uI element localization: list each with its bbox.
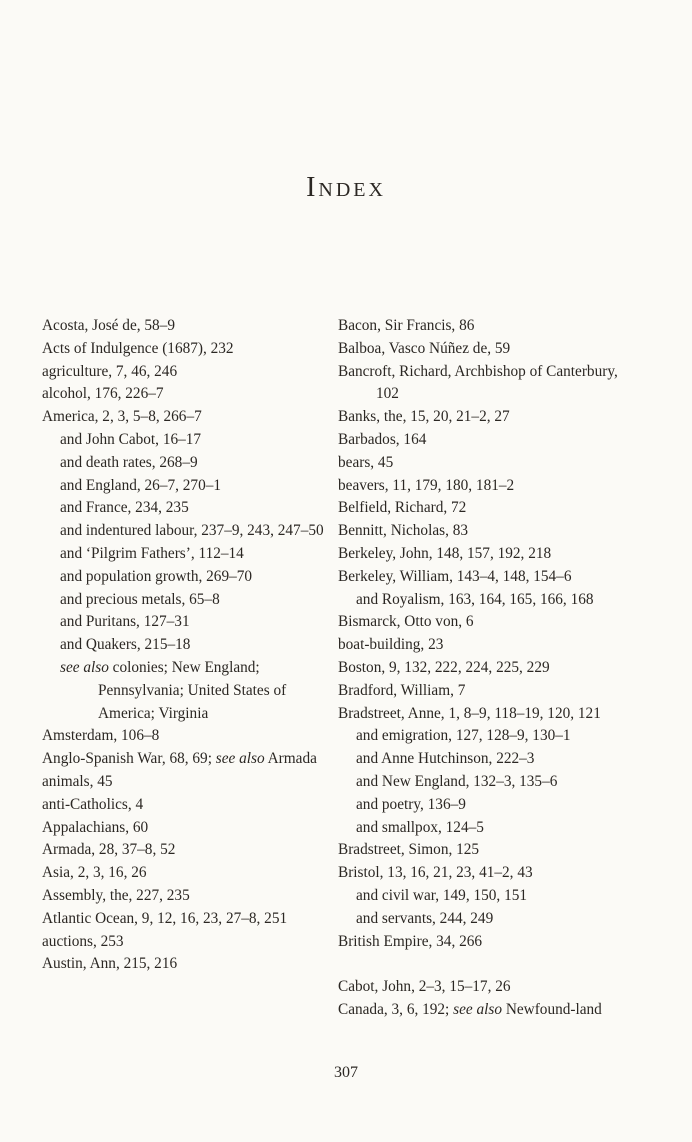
index-entry: [338, 429, 638, 452]
index-subentry: [42, 543, 324, 566]
entry-text: Acosta, José de, 58–9: [42, 317, 175, 334]
entry-text-after: Newfound-land: [502, 1000, 602, 1018]
entry-text: Asia, 2, 3, 16, 26: [42, 864, 147, 882]
index-entry: [42, 725, 324, 748]
index-entry: [338, 611, 638, 634]
entry-text: Berkeley, William, 143–4, 148, 154–6: [338, 567, 572, 585]
index-entry: [338, 361, 638, 407]
index-entry: [338, 315, 638, 338]
entry-text: Acts of Indulgence (1687), 232: [42, 339, 234, 357]
index-entry: [338, 999, 638, 1022]
index-subentry: [338, 817, 638, 840]
index-entry: [42, 406, 324, 429]
entry-text: and death rates, 268–9: [60, 453, 198, 471]
index-subentry: [42, 657, 324, 725]
entry-text: and poetry, 136–9: [356, 795, 466, 813]
see-also-label: see also: [453, 1000, 502, 1018]
entry-text: and Royalism, 163, 164, 165, 166, 168: [356, 590, 594, 608]
index-subentry: [42, 589, 324, 612]
entry-text: Bradstreet, Anne, 1, 8–9, 118–19, 120, 121: [338, 704, 601, 722]
entry-text: Barbados, 164: [338, 430, 427, 448]
index-entry: [42, 839, 324, 862]
entry-text: British Empire, 34, 266: [338, 932, 483, 950]
entry-text: Boston, 9, 132, 222, 224, 225, 229: [338, 658, 550, 676]
index-entry: [338, 475, 638, 498]
index-entry: [338, 520, 638, 543]
entry-text: alcohol, 176, 226–7: [42, 385, 164, 403]
index-entry: [42, 338, 324, 361]
index-entry: [338, 862, 638, 885]
index-entry: [42, 771, 324, 794]
index-entry: [42, 383, 324, 406]
index-subentry: [42, 566, 324, 589]
entry-text-after: Armada: [264, 750, 317, 768]
index-entry: [42, 885, 324, 908]
entry-text: and indentured labour, 237–9, 243, 247–50: [60, 522, 324, 540]
index-entry: [42, 817, 324, 840]
index-entry: [338, 497, 638, 520]
index-subentry: [42, 452, 324, 475]
index-subentry: [338, 771, 638, 794]
index-entry: [42, 862, 324, 885]
entry-text: Belfield, Richard, 72: [338, 499, 467, 517]
index-entry: [42, 953, 324, 976]
entry-text: Amsterdam, 106–8: [42, 727, 160, 745]
index-entry: [338, 931, 638, 954]
entry-text: and New England, 132–3, 135–6: [356, 772, 558, 790]
index-entry: [42, 361, 324, 384]
entry-text: and England, 26–7, 270–1: [60, 476, 222, 494]
entry-text: Appalachians, 60: [42, 818, 149, 836]
entry-text: and emigration, 127, 128–9, 130–1: [356, 727, 571, 745]
entry-text: and Quakers, 215–18: [60, 636, 191, 654]
index-subentry: [42, 497, 324, 520]
index-entry: [42, 748, 324, 771]
entry-text: Armada, 28, 37–8, 52: [42, 841, 176, 859]
index-subentry: [42, 429, 324, 452]
index-entry: [42, 908, 324, 931]
entry-text: boat-building, 23: [338, 636, 444, 654]
entry-text: and France, 234, 235: [60, 499, 189, 517]
entry-text: and smallpox, 124–5: [356, 818, 484, 836]
see-also-label: see also: [60, 658, 109, 676]
index-subentry: [338, 589, 638, 612]
index-subentry: [42, 475, 324, 498]
index-entry: [338, 657, 638, 680]
index-subentry: [338, 885, 638, 908]
entry-text: and servants, 244, 249: [356, 909, 494, 927]
entry-text: Bismarck, Otto von, 6: [338, 613, 474, 631]
index-subentry: [42, 611, 324, 634]
entry-text: colonies; New England; Pennsylvania; United States of America; Virginia: [98, 658, 287, 722]
index-entry: [338, 839, 638, 862]
entry-text: Bradstreet, Simon, 125: [338, 841, 480, 859]
entry-text: beavers, 11, 179, 180, 181–2: [338, 476, 515, 494]
index-subentry: [42, 520, 324, 543]
entry-text: and precious metals, 65–8: [60, 590, 220, 608]
entry-text: Atlantic Ocean, 9, 12, 16, 23, 27–8, 251: [42, 909, 288, 927]
entry-text: Banks, the, 15, 20, 21–2, 27: [338, 408, 510, 426]
entry-text: auctions, 253: [42, 932, 124, 950]
index-entry: [338, 976, 638, 999]
see-also-label: see also: [215, 750, 265, 768]
entry-text: Cabot, John, 2–3, 15–17, 26: [338, 978, 511, 996]
index-entry: [338, 634, 638, 657]
index-entry: [42, 931, 324, 954]
page-title: Index: [306, 172, 386, 203]
entry-text: Austin, Ann, 215, 216: [42, 955, 178, 973]
entry-text: Assembly, the, 227, 235: [42, 886, 190, 904]
entry-text: and Puritans, 127–31: [60, 613, 190, 631]
page-number: 307: [334, 1064, 358, 1081]
index-column-right: [338, 315, 638, 1022]
entry-text: Bennitt, Nicholas, 83: [338, 522, 469, 540]
index-subentry: [338, 748, 638, 771]
entry-text: Bacon, Sir Francis, 86: [338, 317, 475, 334]
entry-text: bears, 45: [338, 453, 394, 471]
index-entry: [338, 680, 638, 703]
entry-text: Berkeley, John, 148, 157, 192, 218: [338, 544, 552, 562]
entry-text: and John Cabot, 16–17: [60, 430, 202, 448]
entry-text: Bristol, 13, 16, 21, 23, 41–2, 43: [338, 864, 533, 882]
entry-text: and population growth, 269–70: [60, 567, 253, 585]
entry-text: and civil war, 149, 150, 151: [356, 886, 528, 904]
index-subentry: [42, 634, 324, 657]
entry-text: Balboa, Vasco Núñez de, 59: [338, 339, 511, 357]
entry-text: animals, 45: [42, 772, 113, 790]
entry-text: anti-Catholics, 4: [42, 795, 144, 813]
entry-text: Anglo-Spanish War, 68, 69;: [42, 750, 216, 768]
entry-text: Canada, 3, 6, 192;: [338, 1000, 454, 1018]
index-entry: [42, 794, 324, 817]
index-subentry: [338, 908, 638, 931]
entry-text: agriculture, 7, 46, 246: [42, 362, 178, 380]
index-entry: [338, 566, 638, 589]
index-entry: [338, 338, 638, 361]
index-entry: [338, 452, 638, 475]
index-subentry: [338, 794, 638, 817]
index-entry: [338, 543, 638, 566]
index-entry: [338, 703, 638, 726]
index-subentry: [338, 725, 638, 748]
index-column-left: [42, 315, 324, 976]
entry-text: and Anne Hutchinson, 222–3: [356, 750, 535, 768]
entry-text: and ‘Pilgrim Fathers’, 112–14: [60, 544, 244, 562]
entry-text: America, 2, 3, 5–8, 266–7: [42, 408, 202, 426]
entry-text: Bancroft, Richard, Archbishop of Canterbury, 102: [338, 362, 618, 403]
index-entry: [42, 315, 324, 338]
index-entry: [338, 406, 638, 429]
entry-text: Bradford, William, 7: [338, 681, 466, 699]
